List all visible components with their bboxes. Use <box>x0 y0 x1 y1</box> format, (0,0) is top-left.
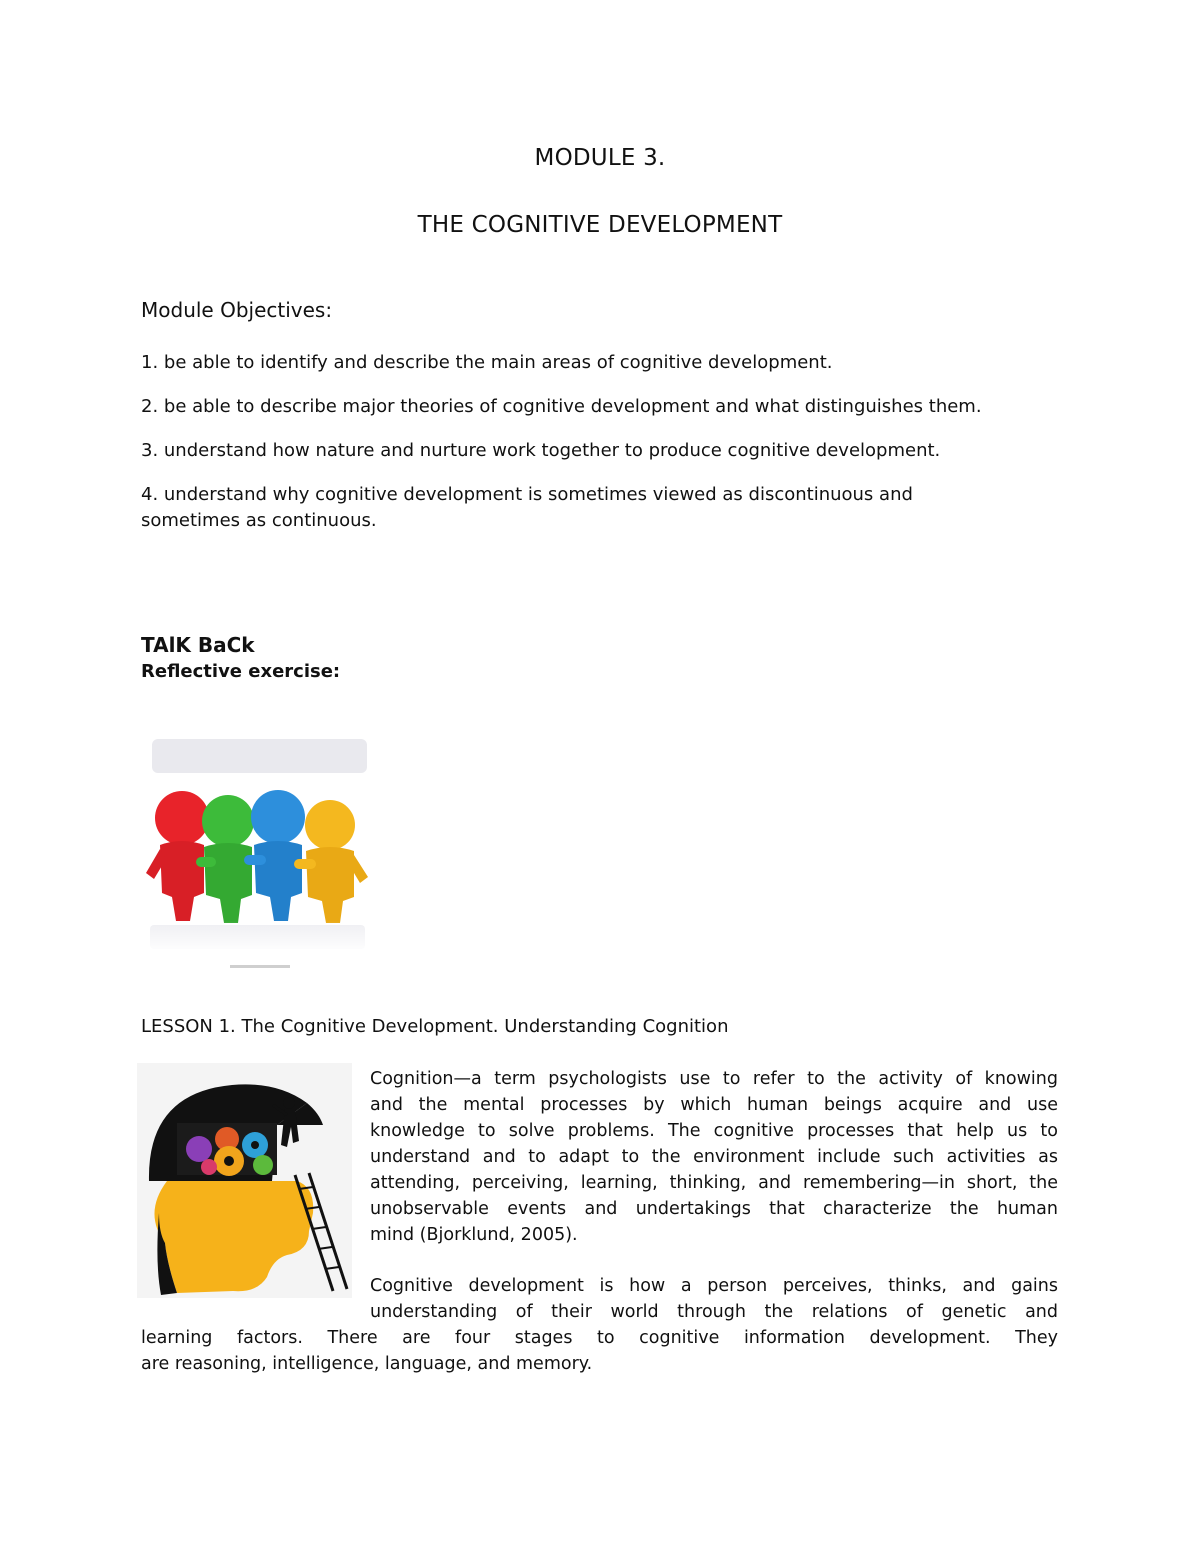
paragraph-line: knowledge to solve problems. The cognitive processes that help us to <box>370 1121 1058 1141</box>
lesson-paragraph-2-wrapped <box>370 1273 1058 1325</box>
paragraph-line: mind (Bjorklund, 2005). <box>370 1225 578 1245</box>
cognition-head-image <box>137 1063 352 1298</box>
paragraph-line: understanding of their world through the relations of genetic and <box>370 1302 1058 1322</box>
paragraph-line: are reasoning, intelligence, language, and memory. <box>141 1354 593 1374</box>
lesson-paragraph-1 <box>370 1066 1058 1248</box>
objective-item-4: 4. understand why cognitive development is sometimes viewed as discontinuous and <box>141 484 913 505</box>
paragraph-line: learning factors. There are four stages to cognitive information development. They <box>141 1328 1058 1348</box>
objective-item-3: 3. understand how nature and nurture work together to produce cognitive development. <box>141 440 941 461</box>
teamwork-figures-icon <box>140 725 375 975</box>
objective-item-2: 2. be able to describe major theories of cognitive development and what distinguishes them. <box>141 396 982 417</box>
teamwork-figures-image <box>140 725 375 975</box>
objective-item-1: 1. be able to identify and describe the main areas of cognitive development. <box>141 352 833 373</box>
lesson-paragraph-2-full <box>141 1325 1058 1377</box>
module-title: THE COGNITIVE DEVELOPMENT <box>417 212 783 238</box>
talkback-title: TAlK BaCk <box>141 633 255 657</box>
paragraph-line: understand and to adapt to the environment include such activities as <box>370 1147 1058 1167</box>
paragraph-line: unobservable events and undertakings that characterize the human <box>370 1199 1058 1219</box>
objectives-heading: Module Objectives: <box>141 298 333 322</box>
paragraph-line: Cognitive development is how a person perceives, thinks, and gains <box>370 1276 1058 1296</box>
module-number: MODULE 3. <box>534 145 666 171</box>
paragraph-line: and the mental processes by which human beings acquire and use <box>370 1095 1058 1115</box>
head-gears-icon <box>137 1063 352 1298</box>
paragraph-line: Cognition—a term psychologists use to refer to the activity of knowing <box>370 1069 1058 1089</box>
objective-item-4-continued: sometimes as continuous. <box>141 510 377 531</box>
paragraph-line: attending, perceiving, learning, thinking, and remembering—in short, the <box>370 1173 1058 1193</box>
lesson-title: LESSON 1. The Cognitive Development. Understanding Cognition <box>141 1016 729 1037</box>
talkback-subtitle: Reflective exercise: <box>141 661 341 682</box>
